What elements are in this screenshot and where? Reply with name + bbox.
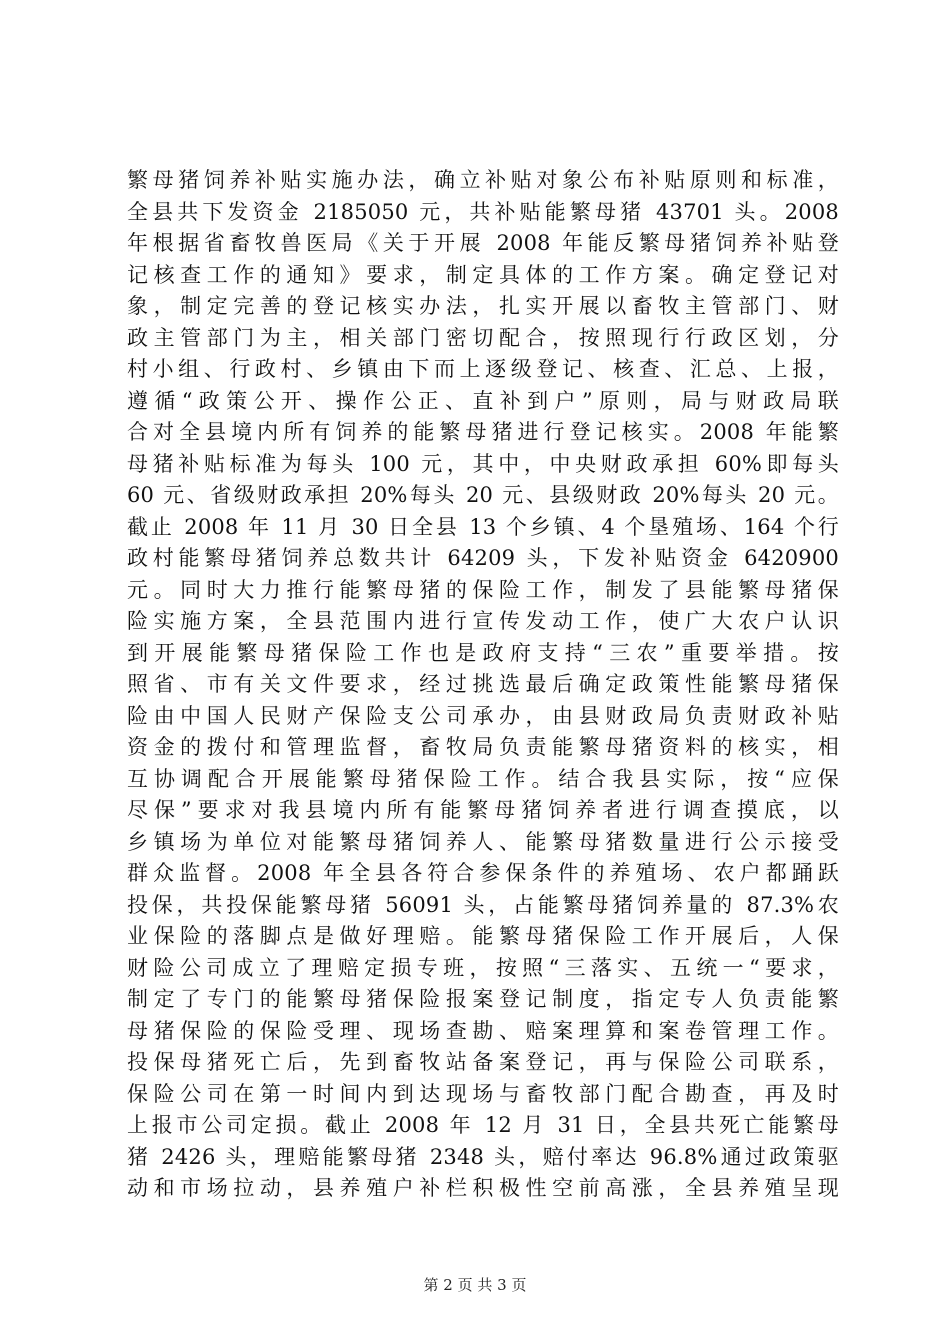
text-line: 照省、市有关文件要求，经过挑选最后确定政策性能繁母猪保 (127, 672, 839, 696)
text-line: 投保，共投保能繁母猪 56091 头，占能繁母猪饲养量的 87.3%农 (127, 892, 839, 917)
text-line: 险实施方案，全县范围内进行宣传发动工作，使广大农户认识 (127, 609, 839, 633)
text-line: 上报市公司定损。截止 2008 年 12 月 31 日，全县共死亡能繁母 (127, 1113, 839, 1137)
text-line: 村小组、行政村、乡镇由下而上逐级登记、核查、汇总、上报， (127, 357, 839, 381)
text-line: 资金的拨付和管理监督，畜牧局负责能繁母猪资料的核实，相 (127, 735, 839, 759)
text-line: 保险公司在第一时间内到达现场与畜牧部门配合勘查，再及时 (127, 1081, 839, 1106)
text-line: 业保险的落脚点是做好理赔。能繁母猪保险工作开展后，人保 (127, 924, 839, 948)
text-line: 动和市场拉动，县养殖户补栏积极性空前高涨，全县养殖呈现 (127, 1176, 839, 1200)
text-line: 母猪保险的保险受理、现场查勘、赔案理算和案卷管理工作。 (127, 1018, 839, 1043)
text-line: 尽保”要求对我县境内所有能繁母猪饲养者进行调查摸底，以 (127, 798, 839, 822)
text-line: 猪 2426 头，理赔能繁母猪 2348 头，赔付率达 96.8%通过政策驱 (127, 1144, 839, 1169)
text-line: 乡镇场为单位对能繁母猪饲养人、能繁母猪数量进行公示接受 (127, 829, 839, 854)
body-text (127, 165, 839, 1205)
text-line: 制定了专门的能繁母猪保险报案登记制度，指定专人负责能繁 (127, 987, 839, 1011)
text-line: 政主管部门为主，相关部门密切配合，按照现行行政区划，分 (127, 325, 839, 350)
text-line: 60 元、省级财政承担 20%每头 20 元、县级财政 20%每头 20 元。 (127, 483, 839, 507)
text-line: 合对全县境内所有饲养的能繁母猪进行登记核实。2008 年能繁 (127, 420, 839, 444)
text-line: 记核查工作的通知》要求，制定具体的工作方案。确定登记对 (127, 262, 839, 287)
text-line: 截止 2008 年 11 月 30 日全县 13 个乡镇、4 个垦殖场、164 个行 (127, 514, 839, 539)
text-line: 险由中国人民财产保险支公司承办，由县财政局负责财政补贴 (127, 703, 839, 728)
text-line: 象，制定完善的登记核实办法，扎实开展以畜牧主管部门、财 (127, 294, 839, 318)
page-footer: 第 2 页 共 3 页 (423, 1276, 527, 1294)
text-line: 全县共下发资金 2185050 元，共补贴能繁母猪 43701 头。2008 (127, 199, 839, 224)
text-line: 政村能繁母猪饲养总数共计 64209 头，下发补贴资金 6420900 (127, 546, 839, 570)
text-line: 元。同时大力推行能繁母猪的保险工作，制发了县能繁母猪保 (127, 577, 839, 602)
text-line: 母猪补贴标准为每头 100 元，其中，中央财政承担 60%即每头 (127, 451, 839, 476)
text-line: 到开展能繁母猪保险工作也是政府支持“三农”重要举措。按 (127, 640, 839, 665)
text-line: 年根据省畜牧兽医局《关于开展 2008 年能反繁母猪饲养补贴登 (127, 231, 839, 255)
text-line: 遵循“政策公开、操作公正、直补到户”原则，局与财政局联 (127, 388, 839, 413)
text-line: 财险公司成立了理赔定损专班，按照“三落实、五统一“要求， (127, 955, 839, 980)
text-line: 互协调配合开展能繁母猪保险工作。结合我县实际，按“应保 (127, 766, 839, 791)
text-line: 群众监督。2008 年全县各符合参保条件的养殖场、农户都踊跃 (127, 861, 839, 885)
text-line: 繁母猪饲养补贴实施办法，确立补贴对象公布补贴原则和标准， (127, 168, 839, 192)
text-line: 投保母猪死亡后，先到畜牧站备案登记，再与保险公司联系， (127, 1050, 839, 1074)
